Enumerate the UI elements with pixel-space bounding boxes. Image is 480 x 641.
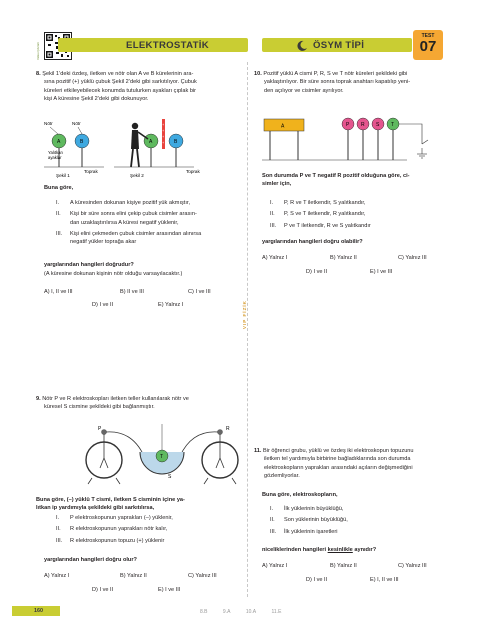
option-a[interactable]: A) Yalnız I	[44, 573, 70, 579]
question-number: 9.	[36, 396, 41, 402]
option-b[interactable]: B) II ve III	[120, 289, 144, 295]
statement-item: II. Kişi bir süre sonra elini çekip çubuk cisimler arasın- dan uzaklaştırılırsa A küresi negatif yüklenir,	[56, 211, 197, 226]
column-divider	[247, 62, 248, 597]
subject-title: ELEKTROSTATİK	[126, 40, 209, 51]
moon-icon	[296, 39, 308, 51]
test-badge	[413, 30, 443, 60]
svg-text:+: +	[162, 141, 165, 145]
option-b[interactable]: B) Yalnız II	[120, 573, 147, 579]
question-intro-line: iletken tel yardımıyla birbirine bağladıklarında son durumda	[264, 456, 411, 463]
option-d[interactable]: D) I ve II	[306, 269, 328, 275]
question-number: 10.	[254, 71, 262, 77]
statement-item: II. P, S ve T iletkendir, R yalıtkandır,	[270, 211, 366, 218]
question-prompt: yargılarından hangileri doğrudur?	[44, 262, 134, 268]
option-c[interactable]: C) Yalnız III	[398, 563, 427, 569]
option-c[interactable]: C) I ve III	[188, 289, 211, 295]
answer-key: 8.B 9.A 10.A 11.E	[200, 609, 282, 615]
label-p: P	[98, 426, 102, 432]
sphere-b2-label: B	[174, 139, 178, 145]
qr-label: Video Çözüm	[36, 42, 40, 60]
question-intro-line: Pozitif yüklü A cismi P, R, S ve T nötr küreleri şekildeki gibi	[263, 71, 408, 77]
label-notr-b: Nötr	[72, 121, 81, 126]
option-e[interactable]: E) I ve III	[158, 587, 181, 593]
page-number-badge	[12, 606, 60, 616]
question-lead: Buna göre, elektroskopların,	[262, 492, 338, 498]
sphere-a2-label: A	[149, 139, 153, 145]
figure-2-caption: Şekil 2	[130, 173, 144, 178]
statement-item: II. R elektroskopunun yaprakları nötr kalır,	[56, 526, 168, 533]
page-number: 160	[34, 608, 43, 614]
option-a[interactable]: A) Yalnız I	[262, 255, 288, 261]
statement-item: III. R elektroskopunun topuzu (+) yüklenir	[56, 537, 165, 544]
figure-1-caption: Şekil 1	[56, 173, 70, 178]
ground-label-1: Toprak	[84, 169, 98, 174]
option-d[interactable]: D) I ve II	[306, 577, 328, 583]
svg-text:+: +	[162, 123, 165, 127]
q10-figure	[262, 114, 437, 164]
statement-item: III. Kişi elini çekmeden çubuk cisimler arasından alınırsa negatif yükler toprağa akar	[56, 230, 202, 246]
option-e[interactable]: E) I, II ve III	[370, 577, 399, 583]
question-note: (A küresine dokunan kişinin nötr olduğu varsayılacaktır.)	[44, 271, 183, 277]
label-notr-a: Nötr	[44, 121, 53, 126]
option-d[interactable]: D) I ve II	[92, 587, 114, 593]
question-lead: lıtkan ip yardımıyla şekildeki gibi sarkıtılırsa,	[36, 505, 155, 512]
svg-text:+: +	[162, 135, 165, 139]
question-intro-line: Nötr P ve R elektroskopları iletken teller kullanılarak nötr ve	[42, 396, 189, 402]
option-a[interactable]: A) Yalnız I	[262, 563, 288, 569]
label-t: T	[160, 454, 164, 460]
sphere-a-label: A	[57, 139, 61, 145]
question-intro-line: elektroskopların yaprakları arasındaki açıların değişmediğini	[264, 464, 413, 471]
side-brand-text: VIP FİZİK	[242, 300, 247, 330]
q9-figure	[82, 422, 247, 492]
statement-item: III. İlk yüklerinin işaretleri	[270, 528, 338, 535]
option-d[interactable]: D) I ve II	[92, 302, 114, 308]
question-lead: simler için,	[262, 181, 292, 188]
ground-label-2: Toprak	[186, 169, 200, 174]
statement-item: I. P, R ve T iletkendir, S yalıtkandır,	[270, 200, 366, 206]
question-prompt: yargılarından hangileri doğru olabilir?	[262, 239, 363, 245]
option-c[interactable]: C) Yalnız III	[398, 255, 427, 261]
question-intro-line: Şekil 1’deki özdeş, iletken ve nötr olan A ve B kürelerinin ara-	[42, 71, 194, 77]
option-e[interactable]: E) Yalnız I	[158, 302, 184, 308]
label-p: P	[346, 122, 350, 128]
label-r: R	[226, 426, 230, 432]
question-intro-line: kişi A küresine Şekil 2’deki gibi dokunuyor.	[44, 95, 149, 102]
sphere-b-label: B	[80, 139, 84, 145]
question-number: 8.	[36, 71, 41, 77]
svg-text:+: +	[162, 129, 165, 133]
question-prompt: niceliklerinden hangileri kesinlikle aynıdır?	[262, 547, 377, 553]
test-label: TEST	[421, 33, 435, 39]
question-intro-line: Bir öğrenci grubu, yüklü ve özdeş iki elektroskopun topuzunu	[263, 448, 414, 454]
statement-item: I. İlk yüklerinin büyüklüğü,	[270, 506, 344, 512]
statement-item: II. Son yüklerinin büyüklüğü,	[270, 517, 348, 524]
label-t: T	[391, 122, 395, 128]
section-title: ÖSYM TİPİ	[313, 40, 365, 51]
test-number: 07	[419, 38, 437, 55]
label-s: S	[376, 122, 380, 128]
question-intro-line: küresel S cismine şekildeki gibi bağlanmıştır.	[44, 404, 155, 411]
question-intro-line: yaklaştırılıyor. Bir süre sonra toprak anahtarı kapatılıp yeni-	[264, 79, 411, 86]
label-r: R	[361, 122, 365, 128]
label-s: S	[168, 474, 172, 480]
q8-figure	[44, 117, 249, 179]
question-lead: Son durumda P ve T negatif R pozitif olduğuna göre, ci-	[262, 173, 410, 179]
option-b[interactable]: B) Yalnız II	[330, 563, 357, 569]
option-b[interactable]: B) Yalnız II	[330, 255, 357, 261]
option-e[interactable]: E) I ve III	[370, 269, 393, 275]
question-lead: Buna göre,	[44, 185, 74, 191]
question-prompt: yargılarından hangileri doğru olur?	[44, 557, 137, 563]
question-intro-line: küreleri etkileyebilecek konumda tutulurken ayakları çıplak bir	[44, 87, 197, 94]
insulating-feet-label: Yalıtkan	[48, 150, 63, 155]
statement-item: III. P ve T iletkendir, R ve S yalıtkandır	[270, 222, 371, 229]
question-intro-line: gözlemliyorlar.	[264, 472, 300, 479]
statement-item: I. P elektroskopunun yaprakları (–) yüklenir,	[56, 515, 173, 521]
question-intro-line: den açılıyor ve cisimler ayrılıyor.	[264, 87, 344, 94]
label-a: A	[281, 123, 285, 130]
statement-item: I. A küresinden dokunan kişiye pozitif yük akmıştır,	[56, 200, 191, 206]
question-lead: Buna göre, (–) yüklü T cismi, iletken S cisminin içine ya-	[36, 497, 185, 503]
question-number: 11.	[254, 448, 262, 454]
option-a[interactable]: A) I, II ve III	[44, 289, 73, 295]
insulating-feet-label: ayaklar	[48, 155, 62, 160]
question-intro-line: sına pozitif (+) yüklü çubuk Şekil 2’deki gibi sarkıtılıyor. Çubuk	[44, 79, 197, 86]
option-c[interactable]: C) Yalnız III	[188, 573, 217, 579]
